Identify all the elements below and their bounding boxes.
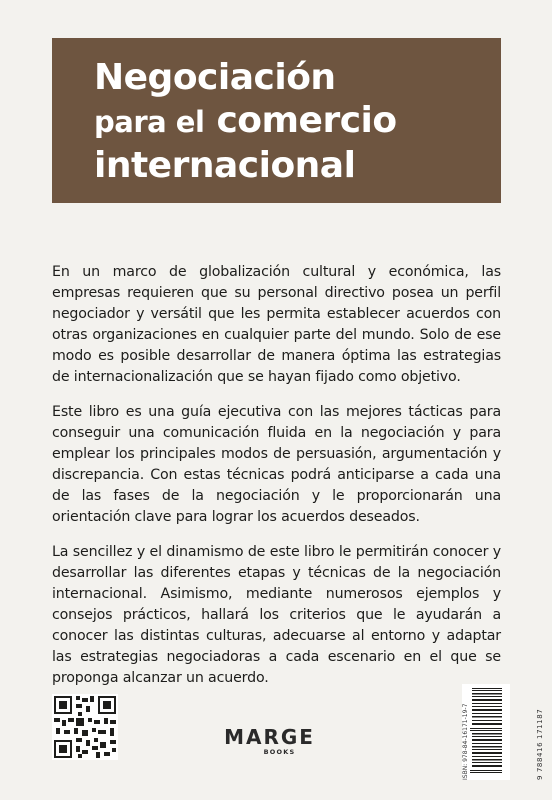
title-line-2: [94, 99, 397, 144]
barcode-digits: 9 788416 171187: [536, 708, 544, 780]
book-title: [94, 56, 397, 187]
qr-code-icon: [52, 694, 118, 760]
barcode-icon: [462, 684, 510, 780]
publisher-logo-sub: BOOKS: [263, 748, 296, 756]
publisher-logo-main: MARGE: [224, 725, 315, 749]
back-cover-blurb: [52, 262, 501, 703]
blurb-paragraph-2: Este libro es una guía ejecutiva con las mejores tácticas para conseguir una comunicación fluida en la negociación y para emplear los principales modos de persuasión, argumentación y discrepancia. Con estas técnicas podrá anticiparse a cada una de las fases de la negociación y le proporcionarán una orientación clave para lograr los acuerdos deseados.: [52, 404, 501, 525]
isbn-label: ISBN: 978-84-16171-19-7: [462, 703, 469, 780]
publisher-logo: [212, 726, 327, 766]
blurb-paragraph-1: En un marco de globalización cultural y económica, las empresas requieren que su personal directivo posea un perfil negociador y versátil que les permita establecer acuerdos con otras organizaciones en cualquier parte del mundo. Solo de ese modo es posible desarrollar de manera óptima las estrategias de internacionalización que se hayan fijado como objetivo.: [52, 264, 501, 385]
title-line-2-small: para el: [94, 105, 205, 139]
title-banner: [52, 38, 501, 203]
title-line-3: internacional: [94, 145, 356, 186]
title-line-2-big: comercio: [216, 100, 397, 141]
blurb-paragraph-3: La sencillez y el dinamismo de este libro le permitirán conocer y desarrollar las diferentes etapas y técnicas de la negociación internacional. Asimismo, mediante numerosos ejemplos y consejos prácticos, hallará los criterios que le ayudarán a conocer las distintas culturas, adecuarse al entorno y adaptar las estrategias negociadoras a cada escenario en el que se proponga alcanzar un acuerdo.: [52, 544, 501, 686]
title-line-1: Negociación: [94, 57, 336, 98]
